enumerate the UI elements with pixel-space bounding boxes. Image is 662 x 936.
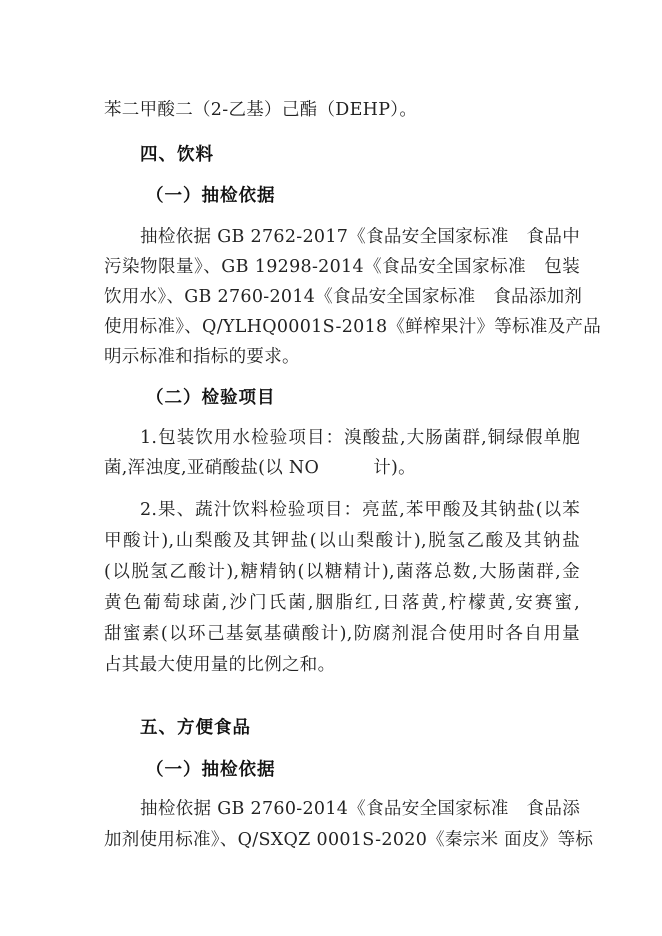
section-heading-convenience-food: 五、方便食品 <box>140 718 251 738</box>
list-item-text: 计)。 <box>373 458 416 478</box>
paragraph-line: 抽检依据 GB 2760-2014《食品安全国家标准 食品添 <box>140 799 580 819</box>
paragraph-line: 加剂使用标准》、Q/SXQZ 0001S-2020《秦宗米 面皮》等标 <box>104 830 594 850</box>
paragraph-line: 饮用水》、GB 2760-2014《食品安全国家标准 食品添加剂 <box>104 287 583 307</box>
paragraph-line: 苯二甲酸二（2-乙基）己酯（DEHP）。 <box>104 100 418 120</box>
list-item-line: 2.果、蔬汁饮料检验项目：亮蓝,苯甲酸及其钠盐(以苯 <box>140 500 580 520</box>
paragraph-line: 抽检依据 GB 2762-2017《食品安全国家标准 食品中 <box>140 227 580 247</box>
list-item-line <box>104 453 580 483</box>
list-item-line: 1.包装饮用水检验项目：溴酸盐,大肠菌群,铜绿假单胞 <box>140 428 580 448</box>
list-item-line: (以脱氢乙酸计),糖精钠(以糖精计),菌落总数,大肠菌群,金 <box>104 562 580 582</box>
subsection-heading-sampling-basis: （一）抽检依据 <box>146 186 276 206</box>
paragraph-line: 使用标准》、Q/YLHQ0001S-2018《鲜榨果汁》等标准及产品 <box>104 317 602 337</box>
paragraph-line: 明示标准和指标的要求。 <box>104 347 300 367</box>
subsection-heading-sampling-basis: （一）抽检依据 <box>146 760 276 780</box>
section-heading-beverages: 四、饮料 <box>140 145 214 165</box>
subsection-heading-inspection-items: （二）检验项目 <box>146 388 276 408</box>
list-item-line: 甲酸计),山梨酸及其钾盐(以山梨酸计),脱氢乙酸及其钠盐 <box>104 531 580 551</box>
list-item-line: 甜蜜素(以环己基氨基磺酸计),防腐剂混合使用时各自用量 <box>104 624 580 644</box>
paragraph-line: 污染物限量》、GB 19298-2014《食品安全国家标准 包装 <box>104 257 580 277</box>
list-item-text: 菌,浑浊度,亚硝酸盐(以 NO <box>104 458 320 478</box>
list-item-line: 占其最大使用量的比例之和。 <box>104 655 336 675</box>
list-item-line: 黄色葡萄球菌,沙门氏菌,胭脂红,日落黄,柠檬黄,安赛蜜, <box>104 593 580 613</box>
